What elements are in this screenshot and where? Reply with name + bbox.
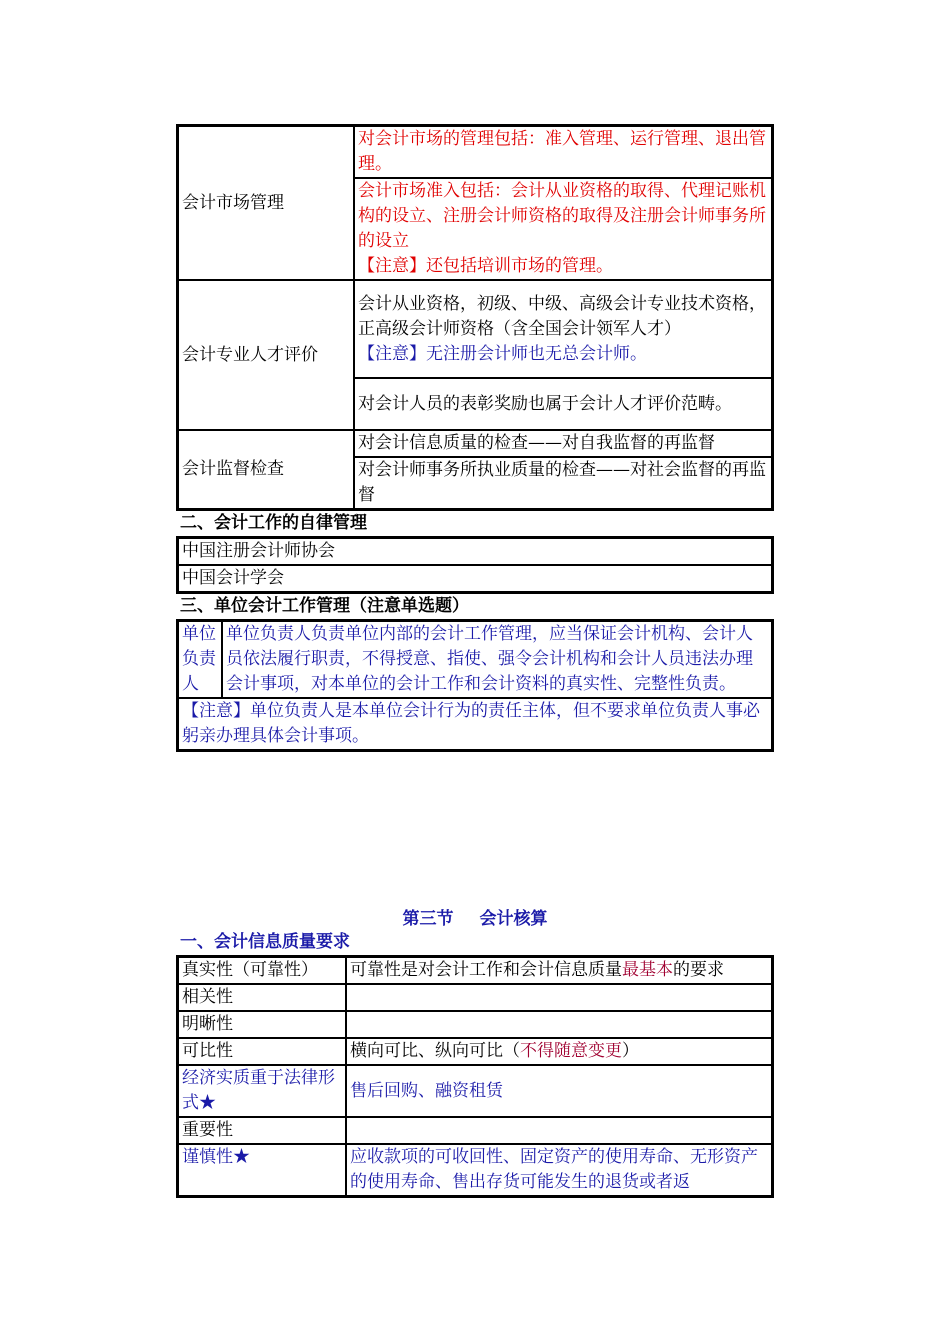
unit-head-note: 【注意】单位负责人是本单位会计行为的责任主体，但不要求单位负责人事必躬亲办理具体会计事项。 xyxy=(178,698,772,750)
quality-table xyxy=(176,955,774,1198)
quality-label: 相关性 xyxy=(178,984,346,1011)
inspection-cell-2 xyxy=(354,457,772,509)
market-text-2: 会计市场准入包括：会计从业资格的取得、代理记账机构的设立、注册会计师资格的取得及注册会计师事务所的设立 xyxy=(358,181,766,251)
row-label-inspection: 会计监督检查 xyxy=(178,430,354,509)
quality-desc-text: ） xyxy=(622,1041,639,1061)
quality-desc xyxy=(346,1117,772,1144)
talent-cell-2 xyxy=(354,378,772,430)
quality-subheading: 一、会计信息质量要求 xyxy=(180,932,350,952)
quality-desc-text: 横向可比、纵向可比（ xyxy=(350,1041,520,1061)
market-text-1: 对会计市场的管理包括：准入管理、运行管理、退出管理。 xyxy=(358,129,766,174)
unit-head-label: 单位负责人 xyxy=(178,621,222,698)
self-regulation-table xyxy=(176,536,774,594)
row-label-talent: 会计专业人才评价 xyxy=(178,280,354,430)
quality-desc-text: 可靠性是对会计工作和会计信息质量 xyxy=(350,960,622,980)
quality-desc xyxy=(346,984,772,1011)
quality-desc-text: 的要求 xyxy=(673,960,724,980)
quality-label: 真实性（可靠性） xyxy=(178,957,346,984)
quality-label: 重要性 xyxy=(178,1117,346,1144)
quality-desc xyxy=(346,1011,772,1038)
quality-desc: 售后回购、融资租赁 xyxy=(346,1065,772,1117)
talent-note: 【注意】无注册会计师也无总会计师。 xyxy=(358,343,647,364)
quality-label: 经济实质重于法律形式★ xyxy=(178,1065,346,1117)
talent-text-1: 会计从业资格，初级、中级、高级会计专业技术资格，正高级会计师资格（含全国会计领军人才） xyxy=(358,293,766,339)
quality-desc-emphasis: 不得随意变更 xyxy=(520,1041,622,1061)
quality-desc-emphasis: 最基本 xyxy=(622,960,673,980)
quality-desc xyxy=(346,1038,772,1065)
section3-heading: 三、单位会计工作管理（注意单选题） xyxy=(180,596,469,616)
quality-label: 可比性 xyxy=(178,1038,346,1065)
row-label-market: 会计市场管理 xyxy=(178,126,354,280)
chapter-number: 第三节 xyxy=(402,909,454,929)
inspection-text-2: 对会计师事务所执业质量的检查——对社会监督的再监督 xyxy=(358,460,766,505)
self-regulation-item: 中国注册会计师协会 xyxy=(178,538,772,565)
inspection-cell-1 xyxy=(354,430,772,457)
quality-desc xyxy=(346,957,772,984)
market-cell-1 xyxy=(354,126,772,178)
unit-head-content: 单位负责人负责单位内部的会计工作管理，应当保证会计机构、会计人员依法履行职责，不得授意、指使、强令会计机构和会计人员违法办理会计事项，对本单位的会计工作和会计资料的真实性、完整性负责。 xyxy=(222,621,772,698)
page-part2 xyxy=(176,930,774,1198)
chapter-name: 会计核算 xyxy=(479,909,548,929)
inspection-text-1: 对会计信息质量的检查——对自我监督的再监督 xyxy=(358,433,715,453)
management-table xyxy=(176,124,774,511)
page-part1 xyxy=(176,124,774,752)
section2-heading: 二、会计工作的自律管理 xyxy=(180,513,367,533)
market-cell-2 xyxy=(354,178,772,280)
quality-desc: 应收款项的可收回性、固定资产的使用寿命、无形资产的使用寿命、售出存货可能发生的退货或者返 xyxy=(346,1144,772,1196)
unit-management-table xyxy=(176,619,774,752)
market-note: 【注意】还包括培训市场的管理。 xyxy=(358,256,613,276)
self-regulation-item: 中国会计学会 xyxy=(178,565,772,592)
talent-text-2: 对会计人员的表彰奖励也属于会计人才评价范畴。 xyxy=(358,393,732,414)
chapter-title xyxy=(176,904,774,929)
talent-cell-1 xyxy=(354,280,772,378)
quality-label: 明晰性 xyxy=(178,1011,346,1038)
quality-label: 谨慎性★ xyxy=(178,1144,346,1196)
